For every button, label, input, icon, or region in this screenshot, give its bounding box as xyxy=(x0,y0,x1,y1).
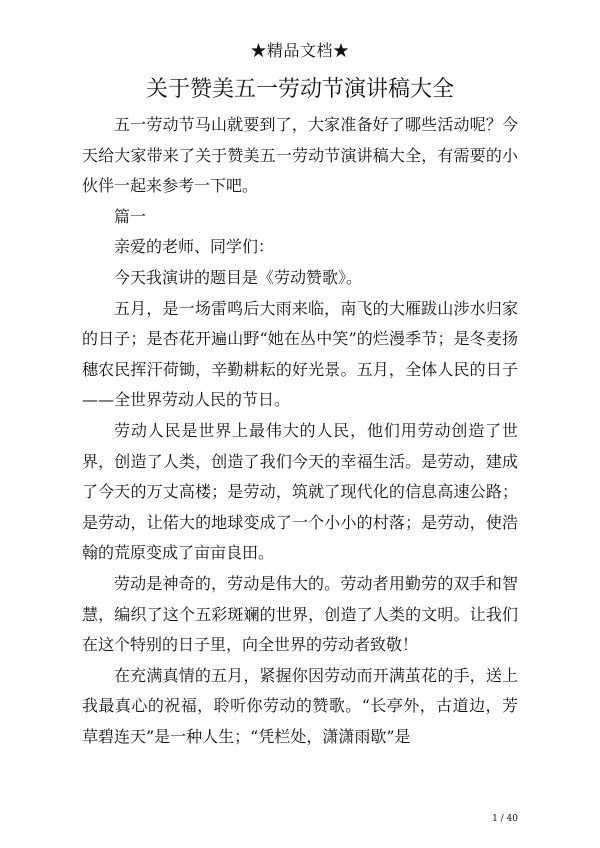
paragraph-intro: 五一劳动节马山就要到了，大家准备好了哪些活动呢？今天给大家带来了关于赞美五一劳动节演讲稿大全，有需要的小伙伴一起来参考一下吧。 xyxy=(82,115,518,196)
section-heading: 篇一 xyxy=(114,206,147,226)
paragraph-blessing: 在充满真情的五月，紧握你因劳动而开满茧花的手，送上我最真心的祝福，聆听你劳动的赞歌。“长亭外，古道边，芳草碧连天”是一种人生；“凭栏处，潇潇雨歇”是 xyxy=(82,665,518,746)
paragraph-salutation: 亲爱的老师、同学们： xyxy=(114,237,275,257)
paragraph-workers: 劳动人民是世界上最伟大的人民，他们用劳动创造了世界，创造了人类，创造了我们今天的幸福生活。是劳动，建成了今天的万丈高楼；是劳动，筑就了现代化的信息高速公路；是劳动，让偌大的地球变成了一个小小的村落；是劳动，使浩翰的荒原变成了亩亩良田。 xyxy=(82,420,518,563)
page-number: 1 / 40 xyxy=(492,814,518,824)
document-title: 关于赞美五一劳动节演讲稿大全 xyxy=(145,77,454,102)
document-body xyxy=(82,110,518,752)
paragraph-labor: 劳动是神奇的，劳动是伟大的。劳动者用勤劳的双手和智慧，编织了这个五彩斑斓的世界，创造了人类的文明。让我们在这个特别的日子里，向全世界的劳动者致敬！ xyxy=(82,573,518,655)
header-mark: ★精品文档★ xyxy=(250,41,350,60)
paragraph-may: 五月，是一场雷鸣后大雨来临，南飞的大雁跋山涉水归家的日子；是杏花开遍山野“她在丛中笑”的烂漫季节；是冬麦扬穗农民挥汗荷锄，辛勤耕耘的好光景。五月，全体人民的日子——全世界劳动人民的节日。 xyxy=(82,298,518,410)
paragraph-topic: 今天我演讲的题目是《劳动赞歌》。 xyxy=(114,267,363,287)
